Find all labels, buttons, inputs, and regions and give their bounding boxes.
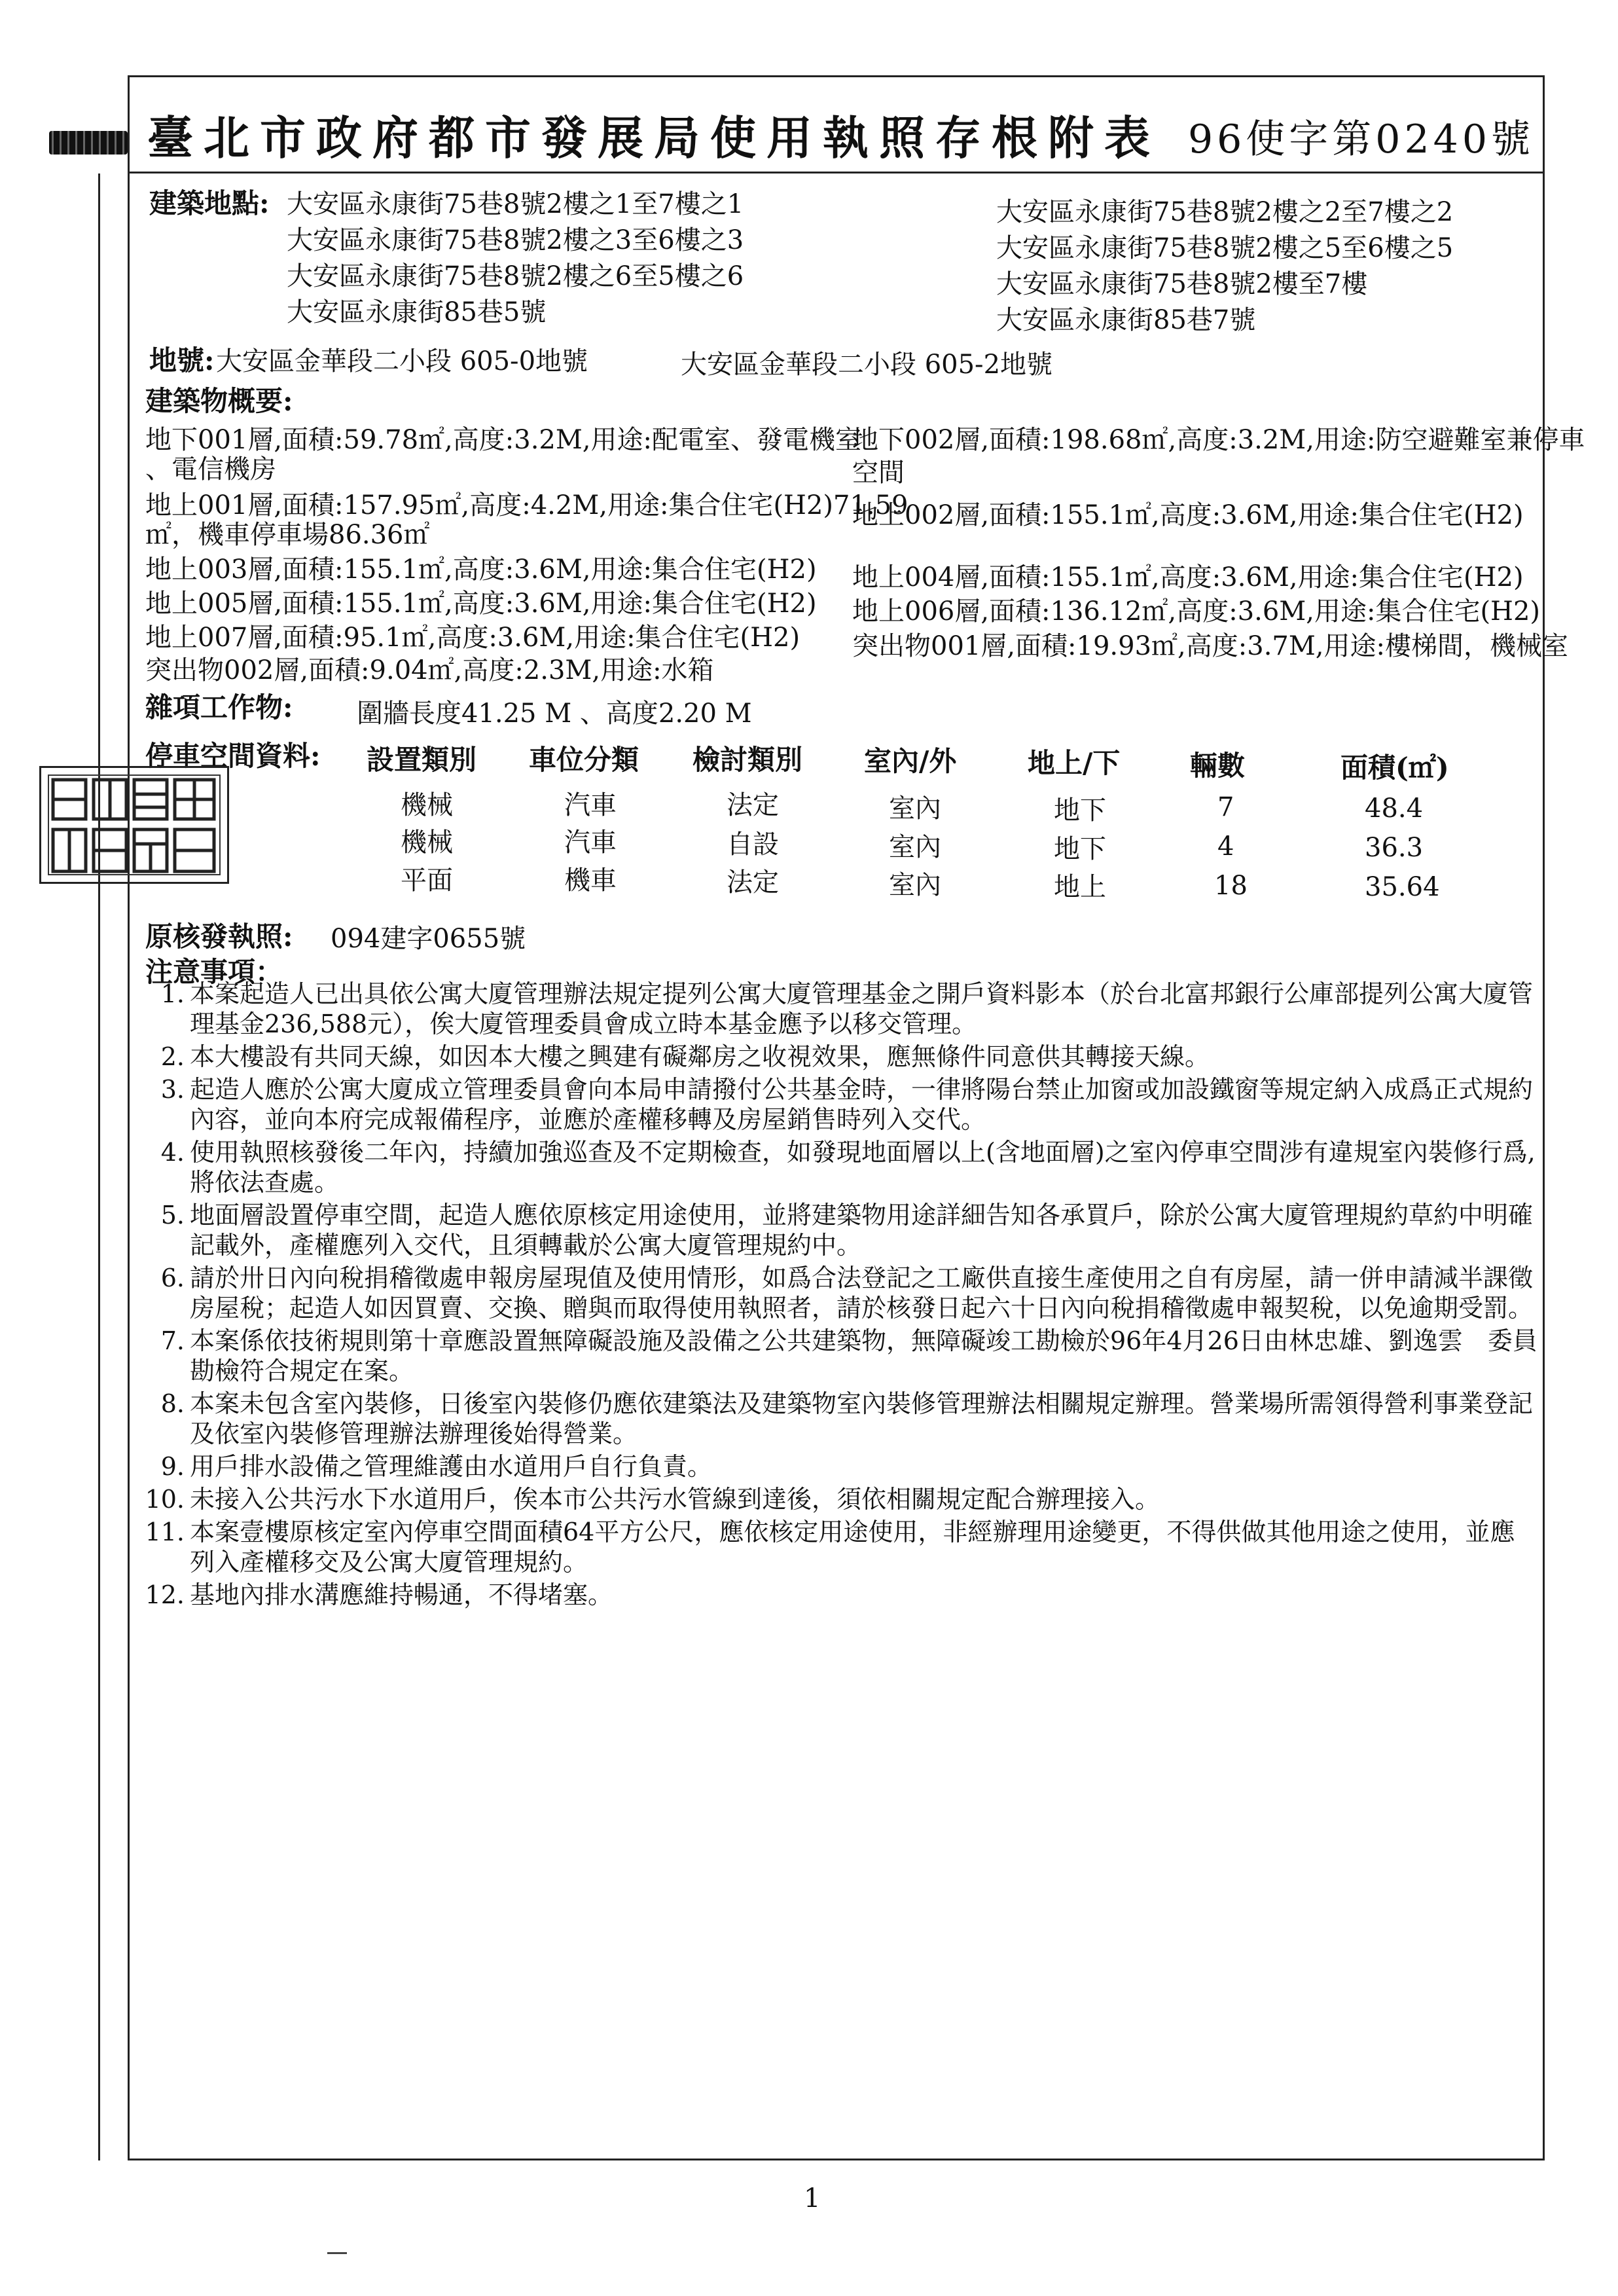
- overview-f2: 地上002層,面積:155.1㎡,高度:3.6M,用途:集合住宅(H2): [852, 500, 1524, 530]
- site-right-1: 大安區永康街75巷8號2樓之2至7樓之2: [996, 197, 1454, 227]
- parking-r1-inout: 室內: [889, 793, 941, 824]
- notes-list: [144, 979, 1538, 1613]
- original-license-value: 094建字0655號: [331, 924, 526, 954]
- overview-f1-line1: 地上001層,面積:157.95㎡,高度:4.2M,用途:集合住宅(H2)71.59: [145, 490, 908, 520]
- parking-header-review: 檢討類別: [692, 744, 803, 776]
- misc-value: 圍牆長度41.25 M 、高度2.20 M: [357, 699, 752, 729]
- parking-r2-type: 機械: [401, 828, 453, 858]
- note-item: 2. 本大樓設有共同天線，如因本大樓之興建有礙鄰房之收視效果，應無條件同意供其轉接天線。: [160, 1042, 1210, 1071]
- misc-label: 雜項工作物:: [145, 691, 293, 723]
- parking-r3-inout: 室內: [889, 870, 941, 900]
- parking-r1-level: 地下: [1054, 795, 1106, 826]
- note-item: 6. 請於卅日內向稅捐稽徵處申報房屋現值及使用情形，如爲合法登記之工廠供直接生產使用之自有房屋，請一併申請減半課徵房屋稅；起造人如因買賣、交換、贈與而取得使用執照者，請於核發日起六十日內向稅捐稽徵處申報契稅，以免逾期受罰。: [160, 1264, 1534, 1322]
- note-item: 1. 本案起造人已出具依公寓大廈管理辦法規定提列公寓大廈管理基金之開戶資料影本（於台北富邦銀行公庫部提列公寓大廈管理基金236,588元），俟大廈管理委員會成立時本基金應予以移交管理。: [160, 979, 1534, 1038]
- note-item: 11. 本案壹樓原核定室內停車空間面積64平方公尺，應依核定用途使用，非經辦理用途變更，不得供做其他用途之使用，並應列入產權移交及公寓大廈管理規約。: [145, 1518, 1515, 1576]
- parking-r1-type: 機械: [401, 790, 453, 820]
- overview-p2: 突出物002層,面積:9.04㎡,高度:2.3M,用途:水箱: [145, 655, 714, 685]
- parking-r3-class: 機車: [564, 866, 617, 896]
- overview-b1-line2: 、電信機房: [145, 454, 276, 484]
- parking-header-class: 車位分類: [529, 744, 639, 776]
- overview-f7: 地上007層,面積:95.1㎡,高度:3.6M,用途:集合住宅(H2): [145, 623, 800, 653]
- overview-f4: 地上004層,面積:155.1㎡,高度:3.6M,用途:集合住宅(H2): [852, 562, 1524, 592]
- original-license-label: 原核發執照:: [145, 920, 293, 953]
- permit-number: 96使字第0240號: [1187, 117, 1534, 162]
- note-item: 5. 地面層設置停車空間，起造人應依原核定用途使用，並將建築物用途詳細告知各承買戶，除於公寓大廈管理規約草約中明確記載外，產權應列入交代，且須轉載於公寓大廈管理規約中。: [160, 1201, 1534, 1260]
- overview-f3: 地上003層,面積:155.1㎡,高度:3.6M,用途:集合住宅(H2): [145, 555, 817, 585]
- parking-r3-review: 法定: [727, 867, 779, 898]
- overview-label: 建築物概要:: [145, 385, 293, 417]
- parking-r2-count: 4: [1217, 831, 1234, 862]
- page-title: 臺北市政府都市發展局使用執照存根附表: [147, 111, 1160, 165]
- parking-header-count: 輛數: [1190, 750, 1246, 782]
- parking-r3-type: 平面: [401, 866, 453, 896]
- parking-r2-level: 地下: [1054, 834, 1106, 864]
- parking-r3-level: 地上: [1054, 872, 1106, 902]
- parking-r2-inout: 室內: [889, 832, 941, 862]
- note-item: 8. 本案未包含室內裝修，日後室內裝修仍應依建築法及建築物室內裝修管理辦法相關規定辦理。營業場所需領得營利事業登記及依室內裝修管理辦法辦理後始得營業。: [160, 1389, 1534, 1448]
- parking-header-type: 設置類別: [367, 744, 477, 776]
- lot-b: 大安區金華段二小段 605-2地號: [681, 350, 1053, 380]
- parking-r3-area: 35.64: [1365, 872, 1440, 902]
- left-margin-line: [98, 173, 100, 2160]
- overview-f5: 地上005層,面積:155.1㎡,高度:3.6M,用途:集合住宅(H2): [145, 589, 817, 619]
- note-item: 12. 基地內排水溝應維持暢通，不得堵塞。: [145, 1580, 613, 1609]
- note-item: 10. 未接入公共污水下水道用戶，俟本市公共污水管線到達後，須依相關規定配合辦理接入。: [145, 1485, 1160, 1514]
- title-row: [128, 75, 1545, 173]
- official-seal-stamp: [39, 766, 229, 884]
- overview-f1-line2: ㎡，機車停車場86.36㎡: [145, 520, 430, 550]
- site-right-3: 大安區永康街75巷8號2樓至7樓: [996, 269, 1368, 299]
- parking-r1-review: 法定: [727, 790, 779, 820]
- parking-r2-area: 36.3: [1365, 833, 1424, 863]
- overview-b1-line1: 地下001層,面積:59.78㎡,高度:3.2M,用途:配電室、發電機室: [145, 425, 862, 455]
- site-left-4: 大安區永康街85巷5號: [287, 297, 547, 327]
- parking-r1-area: 48.4: [1365, 793, 1424, 824]
- site-right-4: 大安區永康街85巷7號: [996, 305, 1256, 335]
- note-item: 7. 本案係依技術規則第十章應設置無障礙設施及設備之公共建築物，無障礙竣工勘檢於96年4月26日由林忠雄、劉逸雲 委員勘檢符合規定在案。: [160, 1326, 1537, 1385]
- note-item: 9. 用戶排水設備之管理維護由水道用戶自行負責。: [160, 1452, 713, 1481]
- parking-label: 停車空間資料:: [145, 740, 321, 772]
- parking-r2-review: 自設: [727, 829, 779, 860]
- note-item: 4. 使用執照核發後二年內，持續加強巡查及不定期檢查，如發現地面層以上(含地面層)之室內停車空間涉有違規室內裝修行爲,將依法查處。: [160, 1138, 1536, 1197]
- site-left-3: 大安區永康街75巷8號2樓之6至5樓之6: [287, 261, 744, 291]
- site-left-2: 大安區永康街75巷8號2樓之3至6樓之3: [287, 225, 744, 255]
- seal-glyph-art: [48, 774, 225, 879]
- parking-r2-class: 汽車: [564, 828, 617, 858]
- site-right-2: 大安區永康街75巷8號2樓之5至6樓之5: [996, 233, 1454, 263]
- parking-header-inout: 室內/外: [864, 745, 957, 777]
- overview-b2-line2: 空間: [852, 458, 905, 488]
- parking-r3-count: 18: [1214, 871, 1248, 901]
- overview-p1: 突出物001層,面積:19.93㎡,高度:3.7M,用途:樓梯間，機械室: [852, 631, 1569, 661]
- parking-r1-count: 7: [1217, 792, 1234, 822]
- parking-header-level: 地上/下: [1028, 747, 1121, 779]
- note-item: 3. 起造人應於公寓大廈成立管理委員會向本局申請撥付公共基金時，一律將陽台禁止加窗或加設鐵窗等規定納入成爲正式規約內容，並向本府完成報備程序，並應於產權移轉及房屋銷售時列入交代。: [160, 1075, 1534, 1134]
- site-label: 建築地點:: [149, 187, 270, 219]
- notes-label: 注意事項：: [145, 956, 283, 988]
- scan-mark: [327, 2252, 347, 2254]
- overview-b2-line1: 地下002層,面積:198.68㎡,高度:3.2M,用途:防空避難室兼停車: [852, 425, 1585, 455]
- parking-r1-class: 汽車: [564, 790, 617, 820]
- scan-smudge: [49, 131, 128, 155]
- page-number: 1: [804, 2183, 821, 2214]
- overview-f6: 地上006層,面積:136.12㎡,高度:3.6M,用途:集合住宅(H2): [852, 596, 1540, 627]
- lot-label: 地號:: [149, 344, 215, 376]
- site-left-1: 大安區永康街75巷8號2樓之1至7樓之1: [287, 189, 744, 219]
- parking-header-area: 面積(㎡): [1340, 752, 1449, 784]
- lot-a: 大安區金華段二小段 605-0地號: [216, 346, 588, 376]
